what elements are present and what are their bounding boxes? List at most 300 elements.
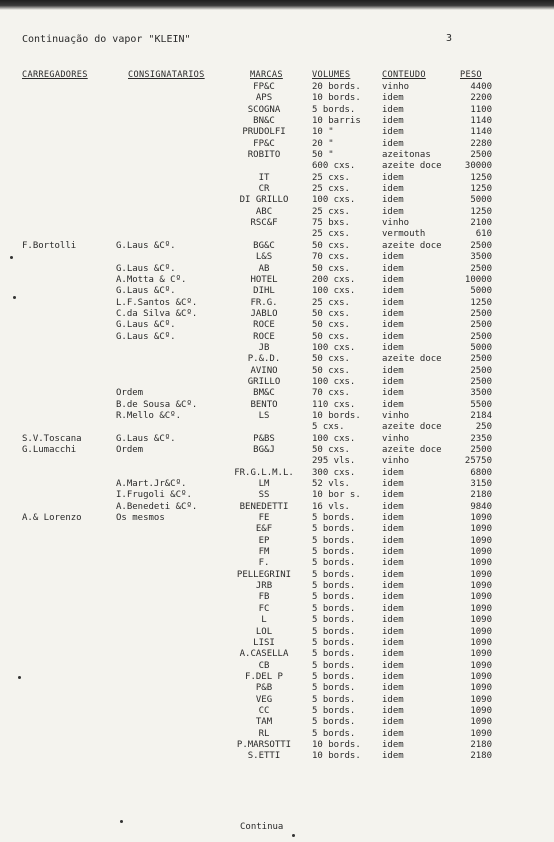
conteudo-cell: idem xyxy=(382,603,404,614)
consignatario-cell: C.da Silva &Cº. xyxy=(116,308,198,319)
peso-cell: 1100 xyxy=(470,104,492,115)
volumes-cell: 100 cxs. xyxy=(312,342,356,353)
table-row xyxy=(0,729,554,740)
consignatario-cell: B.de Sousa &Cº. xyxy=(116,399,198,410)
volumes-cell: 5 bords. xyxy=(312,637,356,648)
table-row xyxy=(0,139,554,150)
volumes-cell: 10 bords. xyxy=(312,751,361,762)
marca-cell: LISI xyxy=(253,637,275,648)
volumes-cell: 300 cxs. xyxy=(312,467,356,478)
peso-cell: 3500 xyxy=(470,252,492,263)
scan-speck xyxy=(120,820,123,823)
marca-cell: SS xyxy=(258,490,270,501)
conteudo-cell: idem xyxy=(382,252,404,263)
conteudo-cell: idem xyxy=(382,274,404,285)
table-row xyxy=(0,661,554,672)
marca-cell: FC xyxy=(258,603,270,614)
volumes-cell: 70 cxs. xyxy=(312,252,350,263)
conteudo-cell: vinho xyxy=(382,433,410,444)
peso-cell: 2500 xyxy=(470,365,492,376)
table-row xyxy=(0,558,554,569)
peso-cell: 2180 xyxy=(470,490,492,501)
conteudo-cell: idem xyxy=(382,263,404,274)
marca-cell: FR.G.L.M.L. xyxy=(234,467,294,478)
peso-cell: 2200 xyxy=(470,93,492,104)
conteudo-cell: idem xyxy=(382,127,404,138)
carregador-cell: S.V.Toscana xyxy=(22,433,82,444)
marca-cell: P.&.D. xyxy=(247,354,281,365)
peso-cell: 2500 xyxy=(470,263,492,274)
volumes-cell: 5 cxs. xyxy=(312,422,345,433)
table-row xyxy=(0,524,554,535)
conteudo-cell: azeite doce xyxy=(382,354,442,365)
conteudo-cell: vinho xyxy=(382,218,410,229)
consignatario-cell: G.Laus &Cº. xyxy=(116,320,176,331)
consignatario-cell: Ordem xyxy=(116,445,144,455)
conteudo-cell: idem xyxy=(382,569,404,580)
table-row xyxy=(0,513,554,524)
volumes-cell: 50 cxs. xyxy=(312,263,350,274)
conteudo-cell: idem xyxy=(382,649,404,660)
table-row xyxy=(0,445,554,456)
table-row xyxy=(0,570,554,581)
conteudo-cell: idem xyxy=(382,104,404,115)
marca-cell: P.MARSOTTI xyxy=(236,739,292,750)
volumes-cell: 50 cxs. xyxy=(312,354,350,365)
marca-cell: L xyxy=(261,615,267,626)
peso-cell: 1090 xyxy=(470,683,492,694)
table-row xyxy=(0,275,554,286)
peso-cell: 610 xyxy=(475,229,492,240)
table-row xyxy=(0,502,554,513)
table-row xyxy=(0,173,554,184)
peso-cell: 2500 xyxy=(470,354,492,365)
table-row xyxy=(0,422,554,433)
table-row xyxy=(0,116,554,127)
conteudo-cell: idem xyxy=(382,342,404,353)
table-row xyxy=(0,264,554,275)
table-row xyxy=(0,627,554,638)
conteudo-cell: idem xyxy=(382,626,404,637)
volumes-cell: 20 bords. xyxy=(312,82,361,92)
peso-cell: 1090 xyxy=(470,581,492,592)
carregador-cell: G.Lumacchi xyxy=(22,445,77,455)
marca-cell: ROCE xyxy=(253,331,275,342)
marca-cell: LS xyxy=(258,410,270,421)
manifest-table xyxy=(0,82,554,763)
peso-cell: 2180 xyxy=(470,739,492,750)
table-row xyxy=(0,740,554,751)
marca-cell: PELLEGRINI xyxy=(236,569,292,580)
peso-cell: 1090 xyxy=(470,660,492,671)
peso-cell: 6800 xyxy=(470,467,492,478)
volumes-cell: 52 vls. xyxy=(312,479,350,490)
table-row xyxy=(0,706,554,717)
volumes-cell: 25 cxs. xyxy=(312,229,350,240)
peso-cell: 1090 xyxy=(470,626,492,637)
conteudo-cell: idem xyxy=(382,501,404,512)
marca-cell: FP&C xyxy=(253,82,275,92)
volumes-cell: 50 " xyxy=(312,150,334,161)
peso-cell: 2280 xyxy=(470,138,492,149)
conteudo-cell: idem xyxy=(382,615,404,626)
marca-cell: AB xyxy=(258,263,270,274)
peso-cell: 2180 xyxy=(470,751,492,762)
conteudo-cell: azeite doce xyxy=(382,422,442,433)
volumes-cell: 5 bords. xyxy=(312,615,356,626)
marca-cell: PRUDOLFI xyxy=(242,127,286,138)
table-row xyxy=(0,354,554,365)
consignatario-cell: G.Laus &Cº. xyxy=(116,240,176,251)
marca-cell: LOL xyxy=(255,626,273,637)
conteudo-cell: idem xyxy=(382,376,404,387)
volumes-cell: 100 cxs. xyxy=(312,286,356,297)
conteudo-cell: idem xyxy=(382,308,404,319)
table-row xyxy=(0,536,554,547)
table-row xyxy=(0,411,554,422)
consignatario-cell: R.Mello &Cº. xyxy=(116,410,182,421)
conteudo-cell: idem xyxy=(382,660,404,671)
peso-cell: 2350 xyxy=(470,433,492,444)
peso-cell: 1090 xyxy=(470,649,492,660)
table-row xyxy=(0,388,554,399)
volumes-cell: 50 cxs. xyxy=(312,320,350,331)
consignatario-cell: G.Laus &Cº. xyxy=(116,286,176,297)
conteudo-cell: idem xyxy=(382,490,404,501)
table-row xyxy=(0,547,554,558)
volumes-cell: 25 cxs. xyxy=(312,206,350,217)
volumes-cell: 100 cxs. xyxy=(312,195,356,206)
volumes-cell: 5 bords. xyxy=(312,104,356,115)
conteudo-cell: idem xyxy=(382,694,404,705)
consignatario-cell: I.Frugoli &Cº. xyxy=(116,490,192,501)
peso-cell: 1250 xyxy=(470,184,492,195)
peso-cell: 5000 xyxy=(470,195,492,206)
peso-cell: 1090 xyxy=(470,592,492,603)
header-peso: PESO xyxy=(460,70,482,80)
conteudo-cell: idem xyxy=(382,705,404,716)
table-row xyxy=(0,127,554,138)
volumes-cell: 5 bords. xyxy=(312,558,356,569)
table-row xyxy=(0,434,554,445)
volumes-cell: 5 bords. xyxy=(312,524,356,535)
marca-cell: RL xyxy=(258,728,270,739)
table-row xyxy=(0,82,554,93)
volumes-cell: 5 bords. xyxy=(312,592,356,603)
volumes-cell: 5 bords. xyxy=(312,513,356,524)
volumes-cell: 10 bor s. xyxy=(312,490,361,501)
marca-cell: ROCE xyxy=(253,320,275,331)
volumes-cell: 10 barris xyxy=(312,116,361,127)
scan-edge xyxy=(0,0,554,10)
conteudo-cell: idem xyxy=(382,479,404,490)
volumes-cell: 20 " xyxy=(312,138,334,149)
volumes-cell: 25 cxs. xyxy=(312,172,350,183)
peso-cell: 1090 xyxy=(470,694,492,705)
volumes-cell: 5 bords. xyxy=(312,649,356,660)
peso-cell: 5000 xyxy=(470,286,492,297)
volumes-cell: 5 bords. xyxy=(312,660,356,671)
marca-cell: FB xyxy=(258,592,270,603)
table-row xyxy=(0,150,554,161)
marca-cell: AVINO xyxy=(250,365,278,376)
conteudo-cell: idem xyxy=(382,751,404,762)
volumes-cell: 100 cxs. xyxy=(312,433,356,444)
volumes-cell: 5 bords. xyxy=(312,547,356,558)
consignatario-cell: Os mesmos xyxy=(116,513,165,524)
volumes-cell: 50 cxs. xyxy=(312,331,350,342)
table-row xyxy=(0,377,554,388)
header-volumes: VOLUMES xyxy=(312,70,351,80)
conteudo-cell: idem xyxy=(382,116,404,127)
table-row xyxy=(0,490,554,501)
table-row xyxy=(0,751,554,762)
peso-cell: 3150 xyxy=(470,479,492,490)
conteudo-cell: idem xyxy=(382,671,404,682)
peso-cell: 10000 xyxy=(464,274,492,285)
marca-cell: E&F xyxy=(255,524,273,535)
table-row xyxy=(0,105,554,116)
table-row xyxy=(0,207,554,218)
volumes-cell: 5 bords. xyxy=(312,694,356,705)
volumes-cell: 10 bords. xyxy=(312,739,361,750)
peso-cell: 9840 xyxy=(470,501,492,512)
conteudo-cell: idem xyxy=(382,547,404,558)
volumes-cell: 10 bords. xyxy=(312,410,361,421)
peso-cell: 1250 xyxy=(470,297,492,308)
peso-cell: 1140 xyxy=(470,127,492,138)
peso-cell: 2500 xyxy=(470,240,492,251)
consignatario-cell: A.Motta & Cº. xyxy=(116,274,187,285)
volumes-cell: 5 bords. xyxy=(312,569,356,580)
marca-cell: ROBITO xyxy=(247,150,281,161)
marca-cell: CC xyxy=(258,705,270,716)
volumes-cell: 5 bords. xyxy=(312,728,356,739)
marca-cell: L&S xyxy=(255,252,273,263)
table-row xyxy=(0,252,554,263)
peso-cell: 2500 xyxy=(470,445,492,455)
peso-cell: 1090 xyxy=(470,728,492,739)
volumes-cell: 16 vls. xyxy=(312,501,350,512)
volumes-cell: 5 bords. xyxy=(312,705,356,716)
marca-cell: BG&C xyxy=(253,240,275,251)
carregador-cell: A.& Lorenzo xyxy=(22,513,82,524)
table-row xyxy=(0,581,554,592)
peso-cell: 1090 xyxy=(470,671,492,682)
table-row xyxy=(0,241,554,252)
peso-cell: 2500 xyxy=(470,308,492,319)
marca-cell: HOTEL xyxy=(250,274,278,285)
peso-cell: 2500 xyxy=(470,376,492,387)
conteudo-cell: idem xyxy=(382,172,404,183)
volumes-cell: 5 bords. xyxy=(312,683,356,694)
conteudo-cell: idem xyxy=(382,399,404,410)
conteudo-cell: idem xyxy=(382,513,404,524)
scan-speck xyxy=(292,834,295,837)
conteudo-cell: azeite doce xyxy=(382,161,442,172)
marca-cell: BG&J xyxy=(253,445,275,455)
peso-cell: 1090 xyxy=(470,524,492,535)
marca-cell: A.CASELLA xyxy=(239,649,289,660)
marca-cell: BM&C xyxy=(253,388,275,399)
marca-cell: FR.G. xyxy=(250,297,278,308)
peso-cell: 1140 xyxy=(470,116,492,127)
consignatario-cell: G.Laus &Cº. xyxy=(116,263,176,274)
marca-cell: LM xyxy=(258,479,270,490)
marca-cell: F.DEL P xyxy=(245,671,283,682)
conteudo-cell: idem xyxy=(382,637,404,648)
table-row xyxy=(0,366,554,377)
consignatario-cell: A.Mart.Jr&Cº. xyxy=(116,479,187,490)
volumes-cell: 5 bords. xyxy=(312,717,356,728)
conteudo-cell: idem xyxy=(382,592,404,603)
marca-cell: F. xyxy=(258,558,270,569)
table-row xyxy=(0,286,554,297)
volumes-cell: 25 cxs. xyxy=(312,184,350,195)
peso-cell: 1250 xyxy=(470,172,492,183)
marca-cell: SCOGNA xyxy=(247,104,281,115)
marca-cell: APS xyxy=(255,93,273,104)
conteudo-cell: idem xyxy=(382,206,404,217)
peso-cell: 30000 xyxy=(464,161,492,172)
volumes-cell: 110 cxs. xyxy=(312,399,356,410)
marca-cell: BENEDETTI xyxy=(239,501,289,512)
peso-cell: 1090 xyxy=(470,547,492,558)
peso-cell: 2100 xyxy=(470,218,492,229)
consignatario-cell: G.Laus &Cº. xyxy=(116,433,176,444)
marca-cell: P&BS xyxy=(253,433,275,444)
volumes-cell: 5 bords. xyxy=(312,535,356,546)
conteudo-cell: idem xyxy=(382,581,404,592)
peso-cell: 2500 xyxy=(470,150,492,161)
conteudo-cell: vinho xyxy=(382,456,410,467)
marca-cell: BENTO xyxy=(250,399,278,410)
peso-cell: 1090 xyxy=(470,603,492,614)
peso-cell: 2500 xyxy=(470,320,492,331)
table-row xyxy=(0,468,554,479)
table-row xyxy=(0,479,554,490)
table-row xyxy=(0,229,554,240)
marca-cell: CB xyxy=(258,660,270,671)
conteudo-cell: idem xyxy=(382,524,404,535)
table-row xyxy=(0,161,554,172)
table-row xyxy=(0,604,554,615)
conteudo-cell: idem xyxy=(382,728,404,739)
conteudo-cell: idem xyxy=(382,297,404,308)
carregador-cell: F.Bortolli xyxy=(22,240,77,251)
conteudo-cell: vermouth xyxy=(382,229,426,240)
conteudo-cell: idem xyxy=(382,195,404,206)
table-row xyxy=(0,343,554,354)
table-row xyxy=(0,184,554,195)
conteudo-cell: idem xyxy=(382,739,404,750)
conteudo-cell: idem xyxy=(382,93,404,104)
marca-cell: P&B xyxy=(255,683,273,694)
volumes-cell: 50 cxs. xyxy=(312,308,350,319)
peso-cell: 1090 xyxy=(470,513,492,524)
footer-continua: Continua xyxy=(240,822,284,832)
table-row xyxy=(0,615,554,626)
table-row xyxy=(0,218,554,229)
volumes-cell: 295 vls. xyxy=(312,456,356,467)
peso-cell: 5500 xyxy=(470,399,492,410)
marca-cell: JB xyxy=(258,342,270,353)
peso-cell: 1250 xyxy=(470,206,492,217)
conteudo-cell: idem xyxy=(382,365,404,376)
marca-cell: FP&C xyxy=(253,138,275,149)
table-row xyxy=(0,672,554,683)
volumes-cell: 5 bords. xyxy=(312,581,356,592)
marca-cell: BN&C xyxy=(253,116,275,127)
table-row xyxy=(0,298,554,309)
volumes-cell: 200 cxs. xyxy=(312,274,356,285)
volumes-cell: 70 cxs. xyxy=(312,388,350,399)
consignatario-cell: Ordem xyxy=(116,388,144,399)
volumes-cell: 50 cxs. xyxy=(312,240,350,251)
scan-speck xyxy=(18,676,21,679)
volumes-cell: 5 bords. xyxy=(312,626,356,637)
peso-cell: 4400 xyxy=(470,82,492,92)
marca-cell: JABLO xyxy=(250,308,278,319)
scan-speck xyxy=(10,256,13,259)
table-row xyxy=(0,717,554,728)
conteudo-cell: vinho xyxy=(382,410,410,421)
table-row xyxy=(0,195,554,206)
peso-cell: 250 xyxy=(475,422,492,433)
marca-cell: S.ETTI xyxy=(247,751,281,762)
marca-cell: GRILLO xyxy=(247,376,281,387)
marca-cell: FE xyxy=(258,513,270,524)
table-row xyxy=(0,93,554,104)
table-row xyxy=(0,332,554,343)
conteudo-cell: vinho xyxy=(382,82,410,92)
volumes-cell: 5 bords. xyxy=(312,671,356,682)
peso-cell: 1090 xyxy=(470,637,492,648)
peso-cell: 5000 xyxy=(470,342,492,353)
peso-cell: 1090 xyxy=(470,558,492,569)
consignatario-cell: G.Laus &Cº. xyxy=(116,331,176,342)
marca-cell: TAM xyxy=(255,717,273,728)
conteudo-cell: idem xyxy=(382,717,404,728)
conteudo-cell: idem xyxy=(382,320,404,331)
peso-cell: 2184 xyxy=(470,410,492,421)
peso-cell: 1090 xyxy=(470,569,492,580)
conteudo-cell: idem xyxy=(382,467,404,478)
conteudo-cell: idem xyxy=(382,683,404,694)
table-row xyxy=(0,320,554,331)
table-row xyxy=(0,649,554,660)
header-carregadores: CARREGADORES xyxy=(22,70,88,80)
peso-cell: 3500 xyxy=(470,388,492,399)
volumes-cell: 25 cxs. xyxy=(312,297,350,308)
consignatario-cell: L.F.Santos &Cº. xyxy=(116,297,198,308)
header-consignatarios: CONSIGNATARIOS xyxy=(128,70,205,80)
marca-cell: DI GRILLO xyxy=(239,195,289,206)
volumes-cell: 75 bxs. xyxy=(312,218,350,229)
table-row xyxy=(0,592,554,603)
conteudo-cell: idem xyxy=(382,286,404,297)
page-number: 3 xyxy=(446,33,453,44)
conteudo-cell: azeite doce xyxy=(382,240,442,251)
marca-cell: IT xyxy=(258,172,270,183)
peso-cell: 2500 xyxy=(470,331,492,342)
conteudo-cell: idem xyxy=(382,138,404,149)
marca-cell: EP xyxy=(258,535,270,546)
header-conteudo: CONTEUDO xyxy=(382,70,426,80)
peso-cell: 1090 xyxy=(470,535,492,546)
volumes-cell: 50 cxs. xyxy=(312,445,350,455)
volumes-cell: 50 cxs. xyxy=(312,365,350,376)
